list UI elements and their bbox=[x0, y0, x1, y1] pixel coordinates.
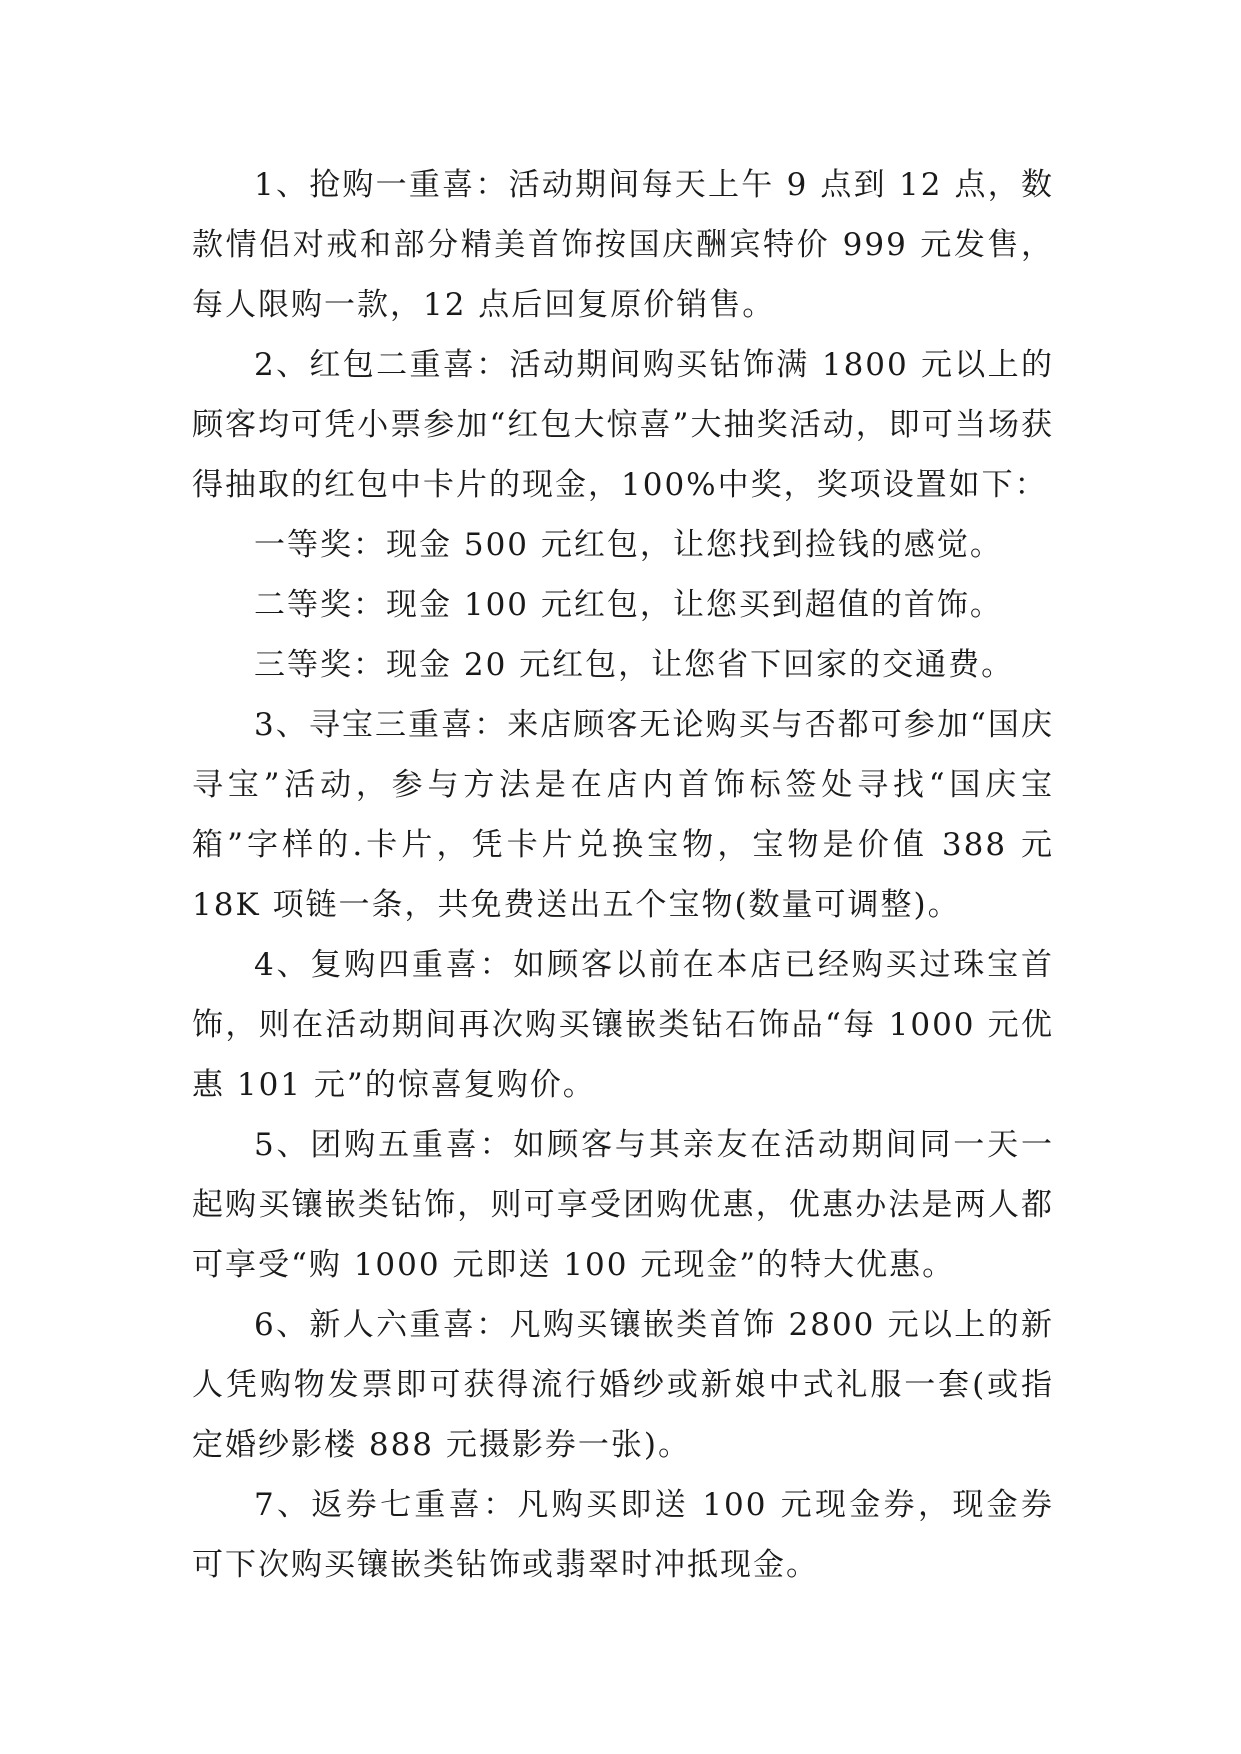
paragraph-7-voucher: 7、返券七重喜：凡购买即送 100 元现金券，现金券可下次购买镶嵌类钻饰或翡翠时冲抵现金。 bbox=[192, 1487, 1054, 1583]
paragraph-4-repurchase: 4、复购四重喜：如顾客以前在本店已经购买过珠宝首饰，则在活动期间再次购买镶嵌类钻石饰品“每 1000 元优惠 101 元”的惊喜复购价。 bbox=[192, 947, 1054, 1103]
prize-first: 一等奖：现金 500 元红包，让您找到捡钱的感觉。 bbox=[254, 527, 1003, 563]
paragraph-6-newlyweds: 6、新人六重喜：凡购买镶嵌类首饰 2800 元以上的新人凭购物发票即可获得流行婚纱或新娘中式礼服一套(或指定婚纱影楼 888 元摄影券一张)。 bbox=[192, 1307, 1054, 1463]
prize-second: 二等奖：现金 100 元红包，让您买到超值的首饰。 bbox=[254, 587, 1003, 623]
paragraph-3-treasure-hunt: 3、寻宝三重喜：来店顾客无论购买与否都可参加“国庆寻宝”活动，参与方法是在店内首饰标签处寻找“国庆宝箱”字样的.卡片，凭卡片兑换宝物，宝物是价值 388 元 18K 项链一条，共免费送出五个宝物(数量可调整)。 bbox=[192, 707, 1054, 923]
prize-third: 三等奖：现金 20 元红包，让您省下回家的交通费。 bbox=[254, 647, 1015, 683]
paragraph-1-flash-sale: 1、抢购一重喜：活动期间每天上午 9 点到 12 点，数款情侣对戒和部分精美首饰按国庆酬宾特价 999 元发售，每人限购一款，12 点后回复原价销售。 bbox=[192, 167, 1054, 323]
document-body bbox=[192, 155, 1054, 1595]
paragraph-2-red-envelope: 2、红包二重喜：活动期间购买钻饰满 1800 元以上的顾客均可凭小票参加“红包大惊喜”大抽奖活动，即可当场获得抽取的红包中卡片的现金，100%中奖，奖项设置如下： bbox=[192, 347, 1054, 503]
paragraph-5-group-buy: 5、团购五重喜：如顾客与其亲友在活动期间同一天一起购买镶嵌类钻饰，则可享受团购优惠，优惠办法是两人都可享受“购 1000 元即送 100 元现金”的特大优惠。 bbox=[192, 1127, 1054, 1283]
